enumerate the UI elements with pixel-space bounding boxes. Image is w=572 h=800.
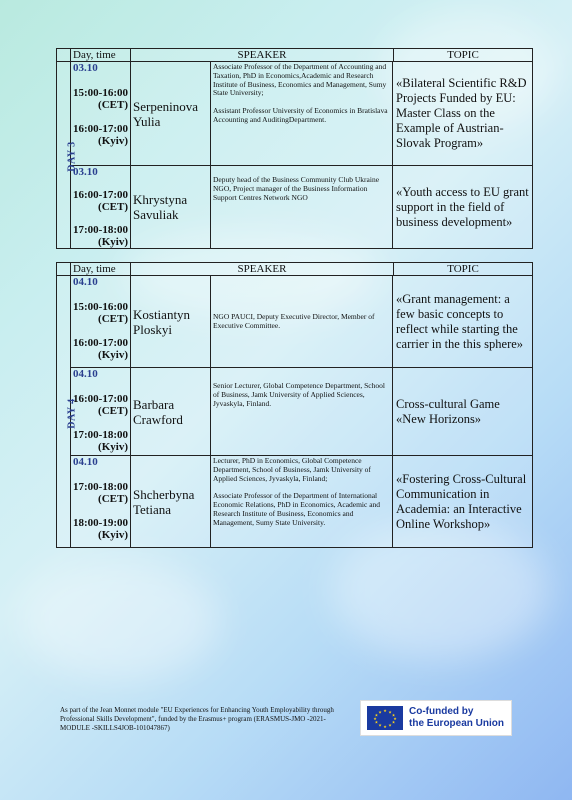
topic-cell: «Grant management: a few basic concepts to reflect while starting the carrier in the this sphere» bbox=[393, 276, 533, 368]
kyiv-time: 17:00-18:00 bbox=[73, 224, 128, 236]
cet-time: 16:00-17:00 bbox=[73, 189, 128, 201]
kyiv-label: (Kyiv) bbox=[98, 529, 128, 541]
session-date: 04.10 bbox=[73, 368, 98, 380]
kyiv-time: 17:00-18:00 bbox=[73, 429, 128, 441]
day4-schedule-table bbox=[56, 262, 533, 548]
time-cell bbox=[71, 368, 131, 456]
kyiv-label: (Kyiv) bbox=[98, 441, 128, 453]
speaker-affiliation: Senior Lecturer, Global Competence Department, School of Business, Jamk University of Applied Sciences, Jyvaskyla, Finland. bbox=[213, 381, 385, 408]
time-cell bbox=[71, 276, 131, 368]
svg-text:★: ★ bbox=[374, 719, 379, 725]
svg-text:★: ★ bbox=[378, 709, 382, 715]
funding-note: As part of the Jean Monnet module "EU Experiences for Enhancing Youth Employability through Professional Skills Development", funded by the Erasmus+ program (ERASMUS-JMO -2021-MODULE -SKILLS4JOB-101047867) bbox=[60, 706, 334, 732]
topic-header: TOPIC bbox=[447, 263, 479, 275]
kyiv-label: (Kyiv) bbox=[98, 349, 128, 361]
kyiv-label: (Kyiv) bbox=[98, 236, 128, 248]
session-date: 04.10 bbox=[73, 276, 98, 288]
svg-text:★: ★ bbox=[374, 712, 379, 718]
kyiv-time: 18:00-19:00 bbox=[73, 517, 128, 529]
cet-time: 15:00-16:00 bbox=[73, 301, 128, 313]
svg-text:★: ★ bbox=[373, 716, 377, 721]
speaker-name: Khrystyna Savuliak bbox=[131, 166, 211, 249]
table-row bbox=[57, 62, 533, 166]
day4-label-cell bbox=[57, 276, 78, 548]
session-date: 04.10 bbox=[73, 456, 98, 468]
day4-label: DAY 4 bbox=[66, 397, 78, 429]
speaker-info bbox=[211, 368, 393, 456]
cet-label: (CET) bbox=[98, 99, 128, 111]
table-row bbox=[57, 276, 533, 368]
topic-cell: «Fostering Cross-Cultural Communication in Academia: an Interactive Online Workshop» bbox=[393, 456, 533, 548]
speaker-header: SPEAKER bbox=[131, 49, 394, 61]
eu-cofunded-badge bbox=[360, 700, 512, 736]
kyiv-time: 16:00-17:00 bbox=[73, 337, 128, 349]
table-header-row bbox=[57, 49, 533, 62]
day3-label: DAY 3 bbox=[66, 141, 78, 172]
session-date: 03.10 bbox=[73, 62, 98, 74]
speaker-name: Shcherbyna Tetiana bbox=[131, 456, 211, 548]
speaker-affiliation: Assistant Professor University of Economics in Bratislava Accounting and AuditingDepartment. bbox=[213, 106, 388, 124]
table-row bbox=[57, 456, 533, 548]
day3-label-cell bbox=[57, 62, 78, 249]
topic-cell: Cross-cultural Game «New Horizons» bbox=[393, 368, 533, 456]
table-row bbox=[57, 368, 533, 456]
speaker-info bbox=[211, 166, 393, 249]
cet-label: (CET) bbox=[98, 201, 128, 213]
speaker-header: SPEAKER bbox=[131, 263, 394, 275]
badge-line2: the European Union bbox=[409, 718, 504, 729]
svg-text:★: ★ bbox=[391, 719, 396, 725]
time-cell bbox=[71, 62, 131, 166]
svg-text:★: ★ bbox=[391, 712, 396, 718]
svg-text:★: ★ bbox=[383, 724, 387, 729]
svg-text:★: ★ bbox=[388, 722, 392, 728]
day-time-header: Day, time bbox=[71, 263, 131, 276]
svg-text:★: ★ bbox=[378, 722, 382, 728]
session-date: 03.10 bbox=[73, 166, 98, 178]
kyiv-label: (Kyiv) bbox=[98, 135, 128, 147]
speaker-name: Kostiantyn Ploskyi bbox=[131, 276, 211, 368]
svg-text:★: ★ bbox=[383, 708, 387, 713]
speaker-name: Serpeninova Yulia bbox=[131, 62, 211, 166]
topic-header: TOPIC bbox=[447, 49, 479, 61]
kyiv-time: 16:00-17:00 bbox=[73, 123, 128, 135]
speaker-info bbox=[211, 456, 393, 548]
speaker-info bbox=[211, 276, 393, 368]
speaker-affiliation: Associate Professor of the Department of International Economic Relations, PhD in Economics, Academic and Research Institute of Business, Economics and Management, Sumy State University. bbox=[213, 491, 381, 527]
speaker-affiliation: Associate Professor of the Department of Accounting and Taxation, PhD in Economics,Academic and Research Institute of Business, Economics and Management, Sumy State University; bbox=[213, 62, 387, 98]
cet-label: (CET) bbox=[98, 493, 128, 505]
topic-cell: «Bilateral Scientific R&D Projects Funded by EU: Master Class on the Example of Austrian-Slovak Program» bbox=[393, 62, 533, 166]
eu-flag-icon bbox=[367, 706, 403, 730]
cet-time: 17:00-18:00 bbox=[73, 481, 128, 493]
time-cell bbox=[71, 456, 131, 548]
cet-time: 16:00-17:00 bbox=[73, 393, 128, 405]
speaker-affiliation: Deputy head of the Business Community Club Ukraine NGO, Project manager of the Business Information Support Centres Network NGO bbox=[213, 175, 380, 202]
time-cell bbox=[71, 166, 131, 249]
svg-text:★: ★ bbox=[388, 709, 392, 715]
speaker-name: Barbara Crawford bbox=[131, 368, 211, 456]
cet-label: (CET) bbox=[98, 313, 128, 325]
speaker-info bbox=[211, 62, 393, 166]
speaker-affiliation: Lecturer, PhD in Economics, Global Competence Department, School of Business, Jamk University of Applied Sciences, Jyvaskyla, Finland; bbox=[213, 456, 371, 483]
topic-cell: «Youth access to EU grant support in the field of business development» bbox=[393, 166, 533, 249]
day-time-header: Day, time bbox=[71, 49, 131, 62]
table-row bbox=[57, 166, 533, 249]
table-header-row bbox=[57, 263, 533, 276]
cet-time: 15:00-16:00 bbox=[73, 87, 128, 99]
day3-schedule-table bbox=[56, 48, 533, 249]
speaker-affiliation: NGO PAUCI, Deputy Executive Director, Member of Executive Committee. bbox=[213, 311, 375, 330]
svg-text:★: ★ bbox=[393, 716, 397, 721]
cet-label: (CET) bbox=[98, 405, 128, 417]
badge-line1: Co-funded by bbox=[409, 706, 474, 717]
